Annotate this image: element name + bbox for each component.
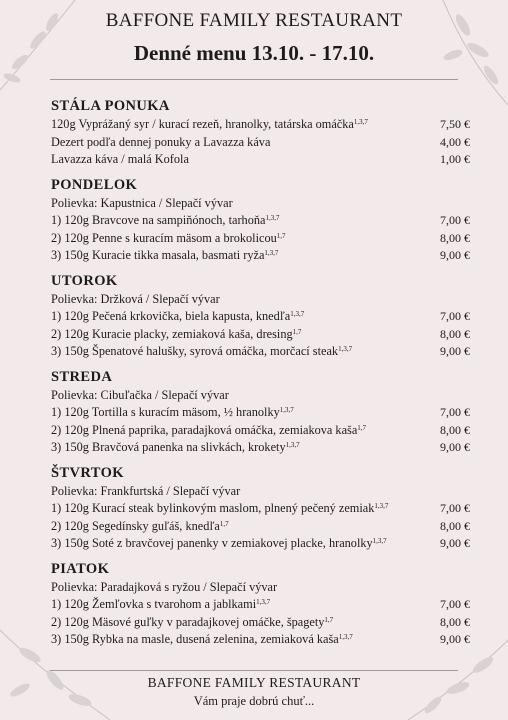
menu-item-price: 8,00 € — [440, 518, 470, 533]
soup-line: Polievka: Kapustnica / Slepačí vývar — [51, 195, 233, 210]
menu-item-wrap — [51, 439, 300, 457]
allergen-codes: 1,3,7 — [372, 537, 387, 545]
menu-item-text: 1) 120g Pečená krkovička, biela kapusta, knedľa — [51, 309, 291, 323]
allergen-codes: 1,3,7 — [265, 214, 280, 222]
header-divider — [50, 79, 458, 80]
menu-item-text: 2) 120g Penne s kuracím mäsom a brokolicou — [51, 230, 277, 245]
menu-item-price: 9,00 € — [440, 344, 470, 358]
menu-item-wrap — [51, 422, 366, 440]
menu-item-text: 1) 120g Tortilla s kuracím mäsom, ½ hranolky — [51, 405, 280, 419]
allergen-codes: 1,7 — [357, 423, 367, 432]
menu-item-price: 9,00 € — [440, 248, 470, 262]
soup-line: Polievka: Cibuľačka / Slepačí vývar — [51, 387, 229, 402]
menu-item — [51, 614, 471, 632]
menu-item-price: 8,00 € — [440, 326, 470, 341]
menu-item-wrap — [51, 151, 189, 169]
menu-item — [51, 439, 471, 457]
menu-item — [51, 500, 471, 518]
section-heading: ŠTVRTOK — [51, 464, 124, 481]
menu-item-wrap — [51, 116, 368, 134]
menu-item-wrap — [51, 614, 333, 632]
section-heading: STÁLA PONUKA — [51, 98, 170, 114]
menu-item-wrap — [51, 535, 387, 553]
restaurant-title: BAFFONE FAMILY RESTAURANT — [105, 10, 403, 31]
menu-item — [51, 247, 471, 265]
menu-section — [51, 271, 471, 361]
menu-item-text: 3) 150g Špenatové halušky, syrová omáčka, morčací steak — [51, 344, 339, 358]
allergen-codes: 1,7 — [219, 519, 229, 528]
menu-item-price: 8,00 € — [440, 230, 470, 245]
allergen-codes: 1,7 — [292, 327, 302, 336]
section-heading: PIATOK — [51, 560, 110, 577]
allergen-codes: 1,3,7 — [374, 502, 389, 510]
menu-item-wrap — [51, 596, 270, 614]
menu-item-price: 9,00 € — [440, 632, 470, 646]
menu-item-price: 7,00 € — [440, 213, 470, 227]
menu-item-price: 7,50 € — [440, 117, 470, 131]
soup-line: Polievka: Frankfurtská / Slepačí vývar — [51, 483, 241, 498]
menu-item-wrap — [51, 343, 352, 361]
menu-item-text: 2) 120g Mäsové guľky v paradajkovej omáčke, špagety — [51, 614, 325, 629]
allergen-codes: 1,3,7 — [290, 310, 305, 318]
menu-item-text: 1) 120g Bravcove na sampiňónoch, tarhoňa — [51, 213, 266, 227]
allergen-codes: 1,7 — [276, 231, 286, 240]
soup-line: Polievka: Paradajková s ryžou / Slepačí vývar — [51, 579, 278, 594]
allergen-codes: 1,3,7 — [264, 249, 279, 257]
menu-item-wrap — [51, 518, 229, 536]
menu-item-price: 7,00 € — [440, 405, 470, 419]
menu-item-text: 3) 150g Kuracie tikka masala, basmati ryža — [51, 248, 265, 262]
allergen-codes: 1,3,7 — [285, 441, 300, 449]
menu-item-wrap — [51, 212, 279, 230]
menu-item-price: 8,00 € — [440, 422, 470, 437]
menu-item-text: 2) 120g Plnená paprika, paradajková omáčka, zemiakova kaša — [51, 422, 358, 437]
menu-item — [51, 404, 471, 422]
footer-title: BAFFONE FAMILY RESTAURANT — [147, 675, 361, 690]
menu-item-price: 7,00 € — [440, 597, 470, 611]
allergen-codes: 1,7 — [324, 615, 334, 624]
menu-item-price: 1,00 € — [440, 152, 470, 166]
menu-section — [51, 367, 471, 457]
menu-item-wrap — [51, 326, 301, 344]
menu-item-price: 4,00 € — [440, 134, 470, 149]
allergen-codes: 1,3,7 — [353, 118, 368, 126]
menu-item-price: 9,00 € — [440, 536, 470, 550]
menu-section — [51, 463, 471, 553]
menu-item-text: 2) 120g Segedínsky guľáš, knedľa — [51, 518, 220, 533]
menu-item-text: Dezert podľa dennej ponuky a Lavazza káva — [51, 134, 271, 149]
footer-divider — [50, 670, 458, 671]
menu-item-text: 3) 150g Rybka na masle, dusená zelenina, zemiaková kaša — [51, 632, 339, 646]
menu-item-text: 3) 150g Bravčová panenka na slivkách, krokety — [51, 440, 286, 454]
menu-item-wrap — [51, 134, 270, 152]
section-heading: PONDELOK — [51, 176, 138, 193]
menu-item — [51, 596, 471, 614]
allergen-codes: 1,3,7 — [338, 633, 353, 641]
menu-item — [51, 326, 471, 344]
section-heading: UTOROK — [51, 272, 118, 289]
menu-item-price: 7,00 € — [440, 501, 470, 515]
menu-item-price: 8,00 € — [440, 614, 470, 629]
menu-item — [51, 535, 471, 553]
menu-item — [51, 422, 471, 440]
menu-item-wrap — [51, 247, 278, 265]
menu-item-wrap — [51, 230, 286, 248]
menu-section — [51, 559, 471, 649]
menu-item-text: 2) 120g Kuracie placky, zemiaková kaša, dresing — [51, 326, 293, 341]
menu-section — [51, 96, 471, 169]
menu-date-title: Denné menu 13.10. - 17.10. — [133, 41, 375, 65]
menu-item-wrap — [51, 308, 304, 326]
menu-content — [51, 96, 471, 655]
menu-item — [51, 308, 471, 326]
menu-item — [51, 134, 471, 152]
menu-item-price: 9,00 € — [440, 440, 470, 454]
menu-item — [51, 212, 471, 230]
section-heading: STREDA — [51, 368, 113, 385]
menu-item — [51, 151, 471, 169]
menu-item-text: Lavazza káva / malá Kofola — [51, 152, 189, 166]
menu-item-price: 7,00 € — [440, 309, 470, 323]
menu-item — [51, 230, 471, 248]
menu-item-wrap — [51, 404, 294, 422]
menu-item-text: 1) 120g Žemľovka s tvarohom a jablkami — [51, 597, 257, 611]
menu-item-wrap — [51, 500, 388, 518]
menu-item — [51, 518, 471, 536]
menu-item-text: 120g Vyprážaný syr / kurací rezeň, hranolky, tatárska omáčka — [51, 117, 354, 131]
menu-item — [51, 631, 471, 649]
allergen-codes: 1,3,7 — [338, 345, 353, 353]
allergen-codes: 1,3,7 — [256, 598, 271, 606]
allergen-codes: 1,3,7 — [279, 406, 294, 414]
menu-item-wrap — [51, 631, 353, 649]
soup-line: Polievka: Držková / Slepačí vývar — [51, 291, 220, 306]
footer-greeting: Vám praje dobrú chuť... — [193, 694, 315, 708]
menu-item — [51, 116, 471, 134]
menu-section — [51, 175, 471, 265]
menu-item-text: 1) 120g Kurací steak bylinkovým maslom, plnený pečený zemiak — [51, 501, 375, 515]
menu-item — [51, 343, 471, 361]
menu-item-text: 3) 150g Soté z bravčovej panenky v zemiakovej placke, hranolky — [51, 536, 373, 550]
